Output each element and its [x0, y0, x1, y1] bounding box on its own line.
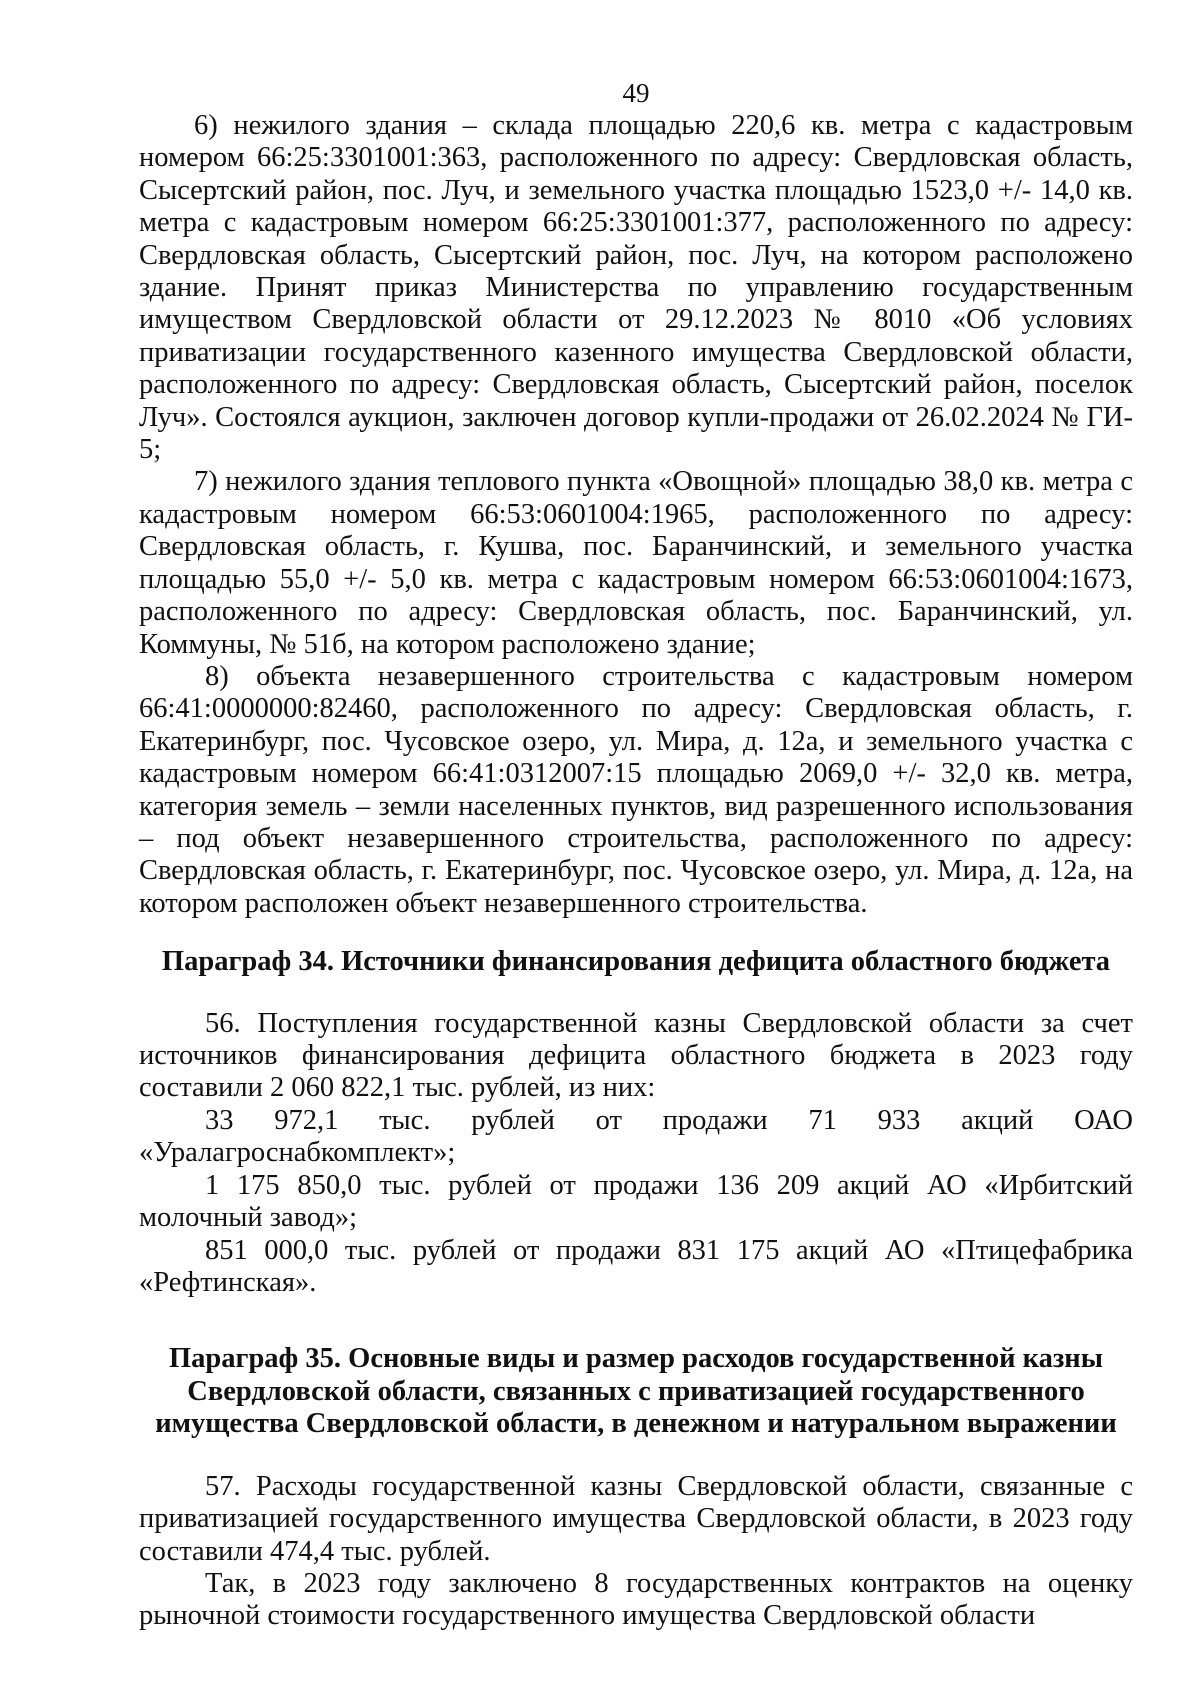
- paragraph: 1 175 850,0 тыс. рублей от продажи 136 209 акций АО «Ирбитский молочный завод»;: [139, 1169, 1133, 1234]
- paragraph: 851 000,0 тыс. рублей от продажи 831 175 акций АО «Птицефабрика «Рефтинская».: [139, 1234, 1133, 1298]
- privatization-items-list: [139, 110, 1133, 920]
- paragraph: Так, в 2023 году заключено 8 государственных контрактов на оценку рыночной стоимости государственного имущества Свердловской области: [139, 1568, 1133, 1632]
- heading-line: Свердловской области, связанных с приватизацией государственного: [187, 1375, 1085, 1407]
- page-number: 49: [622, 78, 650, 108]
- paragraph: 56. Поступления государственной казны Свердловской области за счет источников финансирования дефицита областного бюджета в 2023 году составили 2 060 822,1 тыс. рублей, из них:: [139, 1007, 1133, 1104]
- section-35-body: [139, 1471, 1133, 1633]
- list-item: 7) нежилого здания теплового пункта «Овощной» площадью 38,0 кв. метра с кадастровым номером 66:53:0601004:1965, расположенного по адресу: Свердловская область, г. Кушва, пос. Баранчинский, и земельного участка площадью 55,0 +/- 5,0 кв. метра с кадастровым номером 66:53:0601004:1673, расположенного по адресу: Свердловская область, пос. Баранчинский, ул. Коммуны, № 51б, на котором расположено здание;: [139, 466, 1133, 660]
- document-page: [139, 72, 1133, 1633]
- section-35-heading: [139, 1343, 1133, 1441]
- section-34-heading: Параграф 34. Источники финансирования дефицита областного бюджета: [161, 946, 1111, 978]
- list-item: 8) объекта незавершенного строительства с кадастровым номером 66:41:0000000:82460, расположенного по адресу: Свердловская область, г. Екатеринбург, пос. Чусовское озеро, ул. Мира, д. 12а, и земельного участка с кадастровым номером 66:41:0312007:15 площадью 2069,0 +/- 32,0 кв. метра, категория земель – земли населенных пунктов, вид разрешенного использования – под объект незавершенного строительства, расположенного по адресу: Свердловская область, г. Екатеринбург, пос. Чусовское озеро, ул. Мира, д. 12а, на котором расположен объект незавершенного строительства.: [139, 660, 1133, 919]
- paragraph: 57. Расходы государственной казны Свердловской области, связанные с приватизацией государственного имущества Свердловской области, в 2023 году составили 474,4 тыс. рублей.: [139, 1470, 1133, 1567]
- heading-line: Параграф 35. Основные виды и размер расходов государственной казны: [169, 1343, 1103, 1375]
- list-item: 6) нежилого здания – склада площадью 220,6 кв. метра с кадастровым номером 66:25:3301001:363, расположенного по адресу: Свердловская область, Сысертский район, пос. Луч, и земельного участка площадью 1523,0 +/- 14,0 кв. метра с кадастровым номером 66:25:3301001:377, расположенного по адресу: Свердловская область, Сысертский район, пос. Луч, на котором расположено здание. Принят приказ Министерства по управлению государственным имуществом Свердловской области от 29.12.2023 № 8010 «Об условиях приватизации государственного казенного имущества Свердловской области, расположенного по адресу: Свердловская область, Сысертский район, поселок Луч». Состоялся аукцион, заключен договор купли-продажи от 26.02.2024 № ГИ- 5;: [139, 110, 1133, 466]
- heading-line: имущества Свердловской области, в денежном и натуральном выражении: [155, 1408, 1117, 1440]
- paragraph: 33 972,1 тыс. рублей от продажи 71 933 акций ОАО «Уралагроснабкомплект»;: [139, 1104, 1133, 1169]
- section-34-body: [139, 1008, 1133, 1300]
